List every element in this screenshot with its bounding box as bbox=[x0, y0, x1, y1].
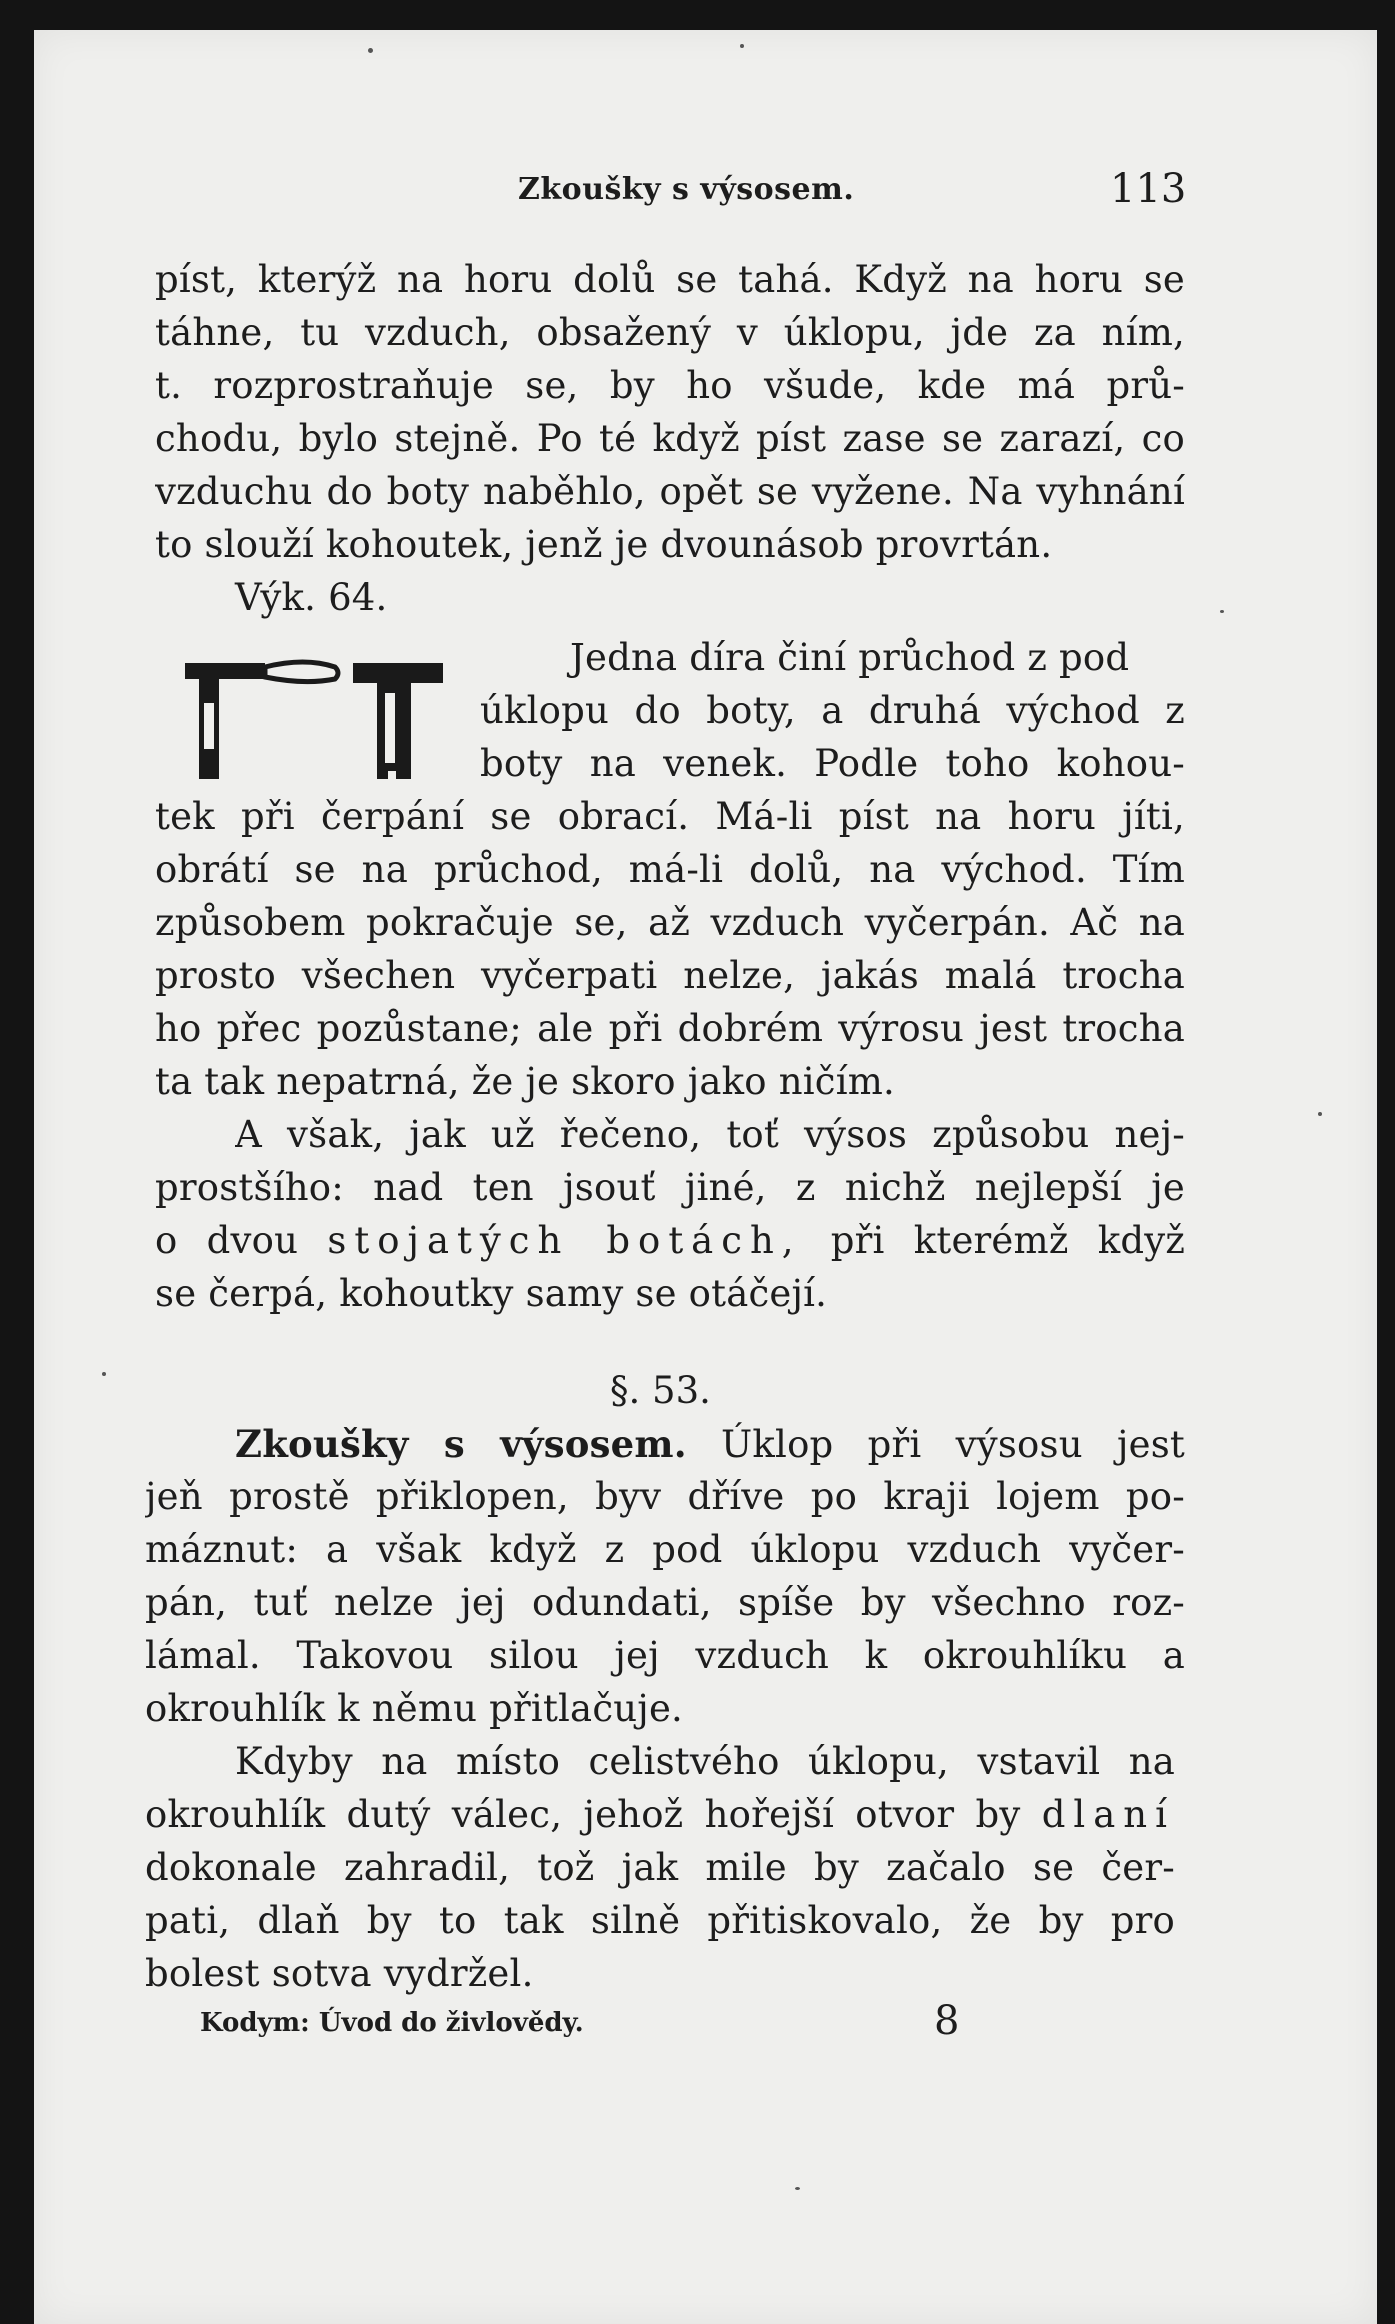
text-line: pati, dlaň by to tak silně přitiskovalo, že by pro bbox=[145, 1899, 1175, 1942]
emphasized-spaced-text: dlaní bbox=[1041, 1793, 1175, 1836]
text-line: obrátí se na průchod, má-li dolů, na východ. Tím bbox=[155, 848, 1185, 891]
text-line bbox=[155, 1219, 1185, 1267]
emphasized-spaced-text: stojatých botách, bbox=[327, 1219, 802, 1262]
text-line: táhne, tu vzduch, obsažený v úklopu, jde za ním, bbox=[155, 311, 1185, 354]
text-line: dokonale zahradil, tož jak mile by začalo se čer- bbox=[145, 1846, 1175, 1889]
text-line bbox=[145, 1793, 1175, 1841]
page-number: 113 bbox=[1110, 166, 1187, 212]
text-line: ho přec pozůstane; ale při dobrém výrosu jest trocha bbox=[155, 1007, 1185, 1050]
text-line: chodu, bylo stejně. Po té když píst zase se zarazí, co bbox=[155, 417, 1185, 460]
text-line: píst, kterýž na horu dolů se tahá. Když na horu se bbox=[155, 258, 1185, 301]
running-title: Zkoušky s výsosem. bbox=[518, 172, 855, 207]
figure-reference: Výk. 64. bbox=[235, 576, 388, 619]
text-line bbox=[235, 1422, 1185, 1470]
section-heading: Zkoušky s výsosem. bbox=[235, 1422, 687, 1466]
scan-speck bbox=[102, 1372, 106, 1376]
text-line: okrouhlík k němu přitlačuje. bbox=[145, 1687, 683, 1730]
text-line: máznut: a však když z pod úklopu vzduch vyčer- bbox=[145, 1528, 1185, 1571]
text-line: Jedna díra činí průchod z pod bbox=[570, 636, 1130, 679]
text-line: se čerpá, kohoutky samy se otáčejí. bbox=[155, 1272, 828, 1315]
text-line: boty na venek. Podle toho kohou- bbox=[480, 742, 1185, 785]
text-line: A však, jak už řečeno, toť výsos způsobu nej- bbox=[235, 1113, 1185, 1156]
scan-speck bbox=[368, 48, 373, 53]
stopcock-valve-figure-icon bbox=[185, 653, 445, 783]
text-segment: okrouhlík dutý válec, jehož hořejší otvor by bbox=[145, 1793, 1021, 1836]
scan-speck bbox=[1220, 610, 1224, 613]
text-segment: při kterémž když bbox=[830, 1219, 1185, 1262]
text-line: vzduchu do boty naběhlo, opět se vyžene. Na vyhnání bbox=[155, 470, 1185, 513]
text-line: t. rozprostraňuje se, by ho všude, kde má prů- bbox=[155, 364, 1185, 407]
footer-author-title: Kodym: Úvod do živlovědy. bbox=[200, 2008, 584, 2038]
text-segment: o dvou bbox=[155, 1219, 299, 1262]
scan-speck bbox=[740, 44, 744, 48]
scan-speck bbox=[795, 2187, 800, 2190]
text-line: lámal. Takovou silou jej vzduch k okrouhlíku a bbox=[145, 1634, 1185, 1677]
text-segment: Úklop při výsosu jest bbox=[721, 1423, 1185, 1466]
text-line: jeň prostě přiklopen, byv dříve po kraji lojem po- bbox=[145, 1475, 1185, 1518]
printer-signature: 8 bbox=[934, 1998, 960, 2044]
text-line: ta tak nepatrná, že je skoro jako ničím. bbox=[155, 1060, 895, 1103]
text-line: způsobem pokračuje se, až vzduch vyčerpán. Ač na bbox=[155, 901, 1185, 944]
text-line: prosto všechen vyčerpati nelze, jakás malá trocha bbox=[155, 954, 1185, 997]
text-line: prostšího: nad ten jsouť jiné, z nichž nejlepší je bbox=[155, 1166, 1185, 1209]
text-line: úklopu do boty, a druhá východ z bbox=[480, 689, 1185, 732]
scan-speck bbox=[1318, 1112, 1322, 1116]
text-line: bolest sotva vydržel. bbox=[145, 1952, 534, 1995]
text-line: to slouží kohoutek, jenž je dvounásob provrtán. bbox=[155, 523, 1053, 566]
text-line: tek při čerpání se obrací. Má-li píst na horu jíti, bbox=[155, 795, 1185, 838]
section-number: §. 53. bbox=[610, 1369, 711, 1412]
text-line: pán, tuť nelze jej odundati, spíše by všechno roz- bbox=[145, 1581, 1185, 1624]
text-line: Kdyby na místo celistvého úklopu, vstavil na bbox=[235, 1740, 1175, 1783]
